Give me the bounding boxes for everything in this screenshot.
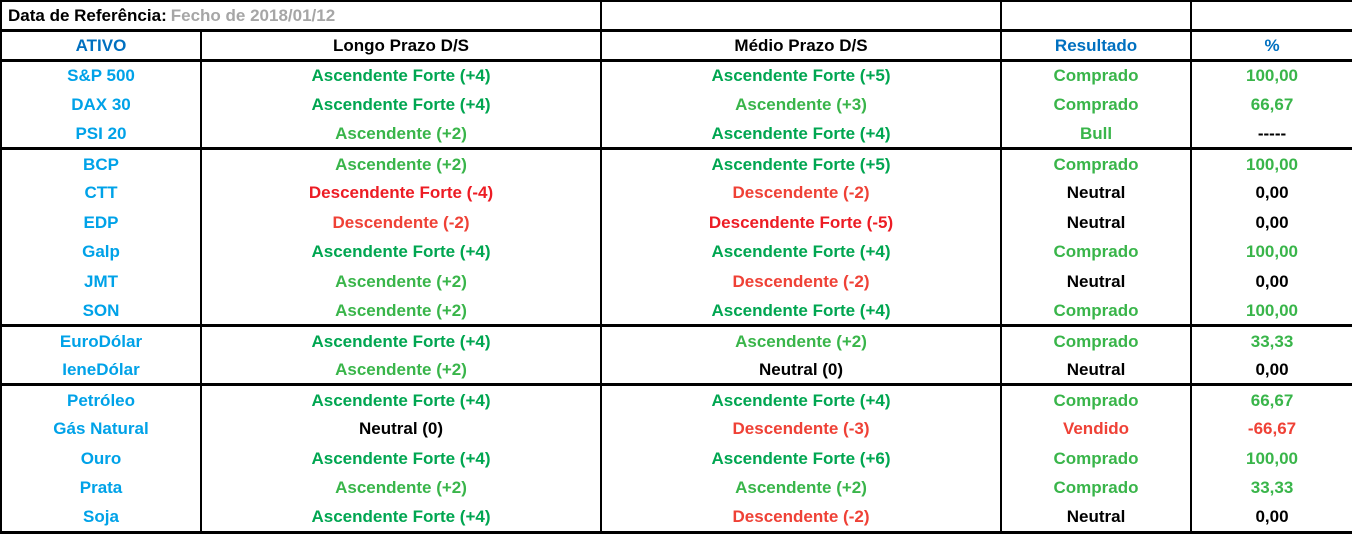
header-long-term: Longo Prazo D/S [201, 31, 601, 61]
cell-result: Vendido [1001, 414, 1191, 444]
cell-mid-term: Ascendente (+2) [601, 326, 1001, 356]
table-row [1, 237, 1352, 267]
cell-long-term: Descendente (-2) [201, 208, 601, 238]
cell-percent: ----- [1191, 119, 1352, 149]
cell-result: Bull [1001, 119, 1191, 149]
cell-asset: S&P 500 [1, 60, 201, 90]
table-header-block [1, 1, 1352, 60]
cell-mid-term: Ascendente Forte (+4) [601, 296, 1001, 326]
asset-group-indices [1, 60, 1352, 149]
cell-asset: DAX 30 [1, 90, 201, 120]
cell-mid-term: Descendente (-2) [601, 267, 1001, 297]
cell-asset: Soja [1, 503, 201, 533]
asset-group-forex [1, 326, 1352, 385]
cell-asset: Prata [1, 473, 201, 503]
cell-asset: JMT [1, 267, 201, 297]
cell-long-term: Ascendente (+2) [201, 119, 601, 149]
table-row [1, 326, 1352, 356]
cell-percent: -66,67 [1191, 414, 1352, 444]
cell-result: Comprado [1001, 149, 1191, 179]
cell-result: Neutral [1001, 267, 1191, 297]
cell-long-term: Ascendente Forte (+4) [201, 503, 601, 533]
cell-result: Comprado [1001, 444, 1191, 474]
cell-long-term: Ascendente (+2) [201, 296, 601, 326]
cell-result: Comprado [1001, 385, 1191, 415]
cell-percent: 0,00 [1191, 355, 1352, 385]
table-row [1, 355, 1352, 385]
cell-asset: PSI 20 [1, 119, 201, 149]
cell-result: Comprado [1001, 60, 1191, 90]
reference-date-cell [1, 1, 601, 31]
cell-long-term: Ascendente (+2) [201, 149, 601, 179]
cell-result: Neutral [1001, 178, 1191, 208]
cell-mid-term: Descendente (-2) [601, 503, 1001, 533]
table-row [1, 208, 1352, 238]
table-row [1, 149, 1352, 179]
cell-percent: 100,00 [1191, 296, 1352, 326]
cell-result: Neutral [1001, 355, 1191, 385]
cell-percent: 100,00 [1191, 149, 1352, 179]
cell-long-term: Descendente Forte (-4) [201, 178, 601, 208]
cell-mid-term: Descendente (-3) [601, 414, 1001, 444]
table-row [1, 90, 1352, 120]
cell-asset: BCP [1, 149, 201, 179]
cell-long-term: Ascendente Forte (+4) [201, 90, 601, 120]
asset-group-commodities [1, 385, 1352, 533]
cell-result: Neutral [1001, 208, 1191, 238]
table-row [1, 178, 1352, 208]
cell-long-term: Neutral (0) [201, 414, 601, 444]
table-row [1, 473, 1352, 503]
cell-asset: EuroDólar [1, 326, 201, 356]
cell-long-term: Ascendente Forte (+4) [201, 326, 601, 356]
cell-percent: 0,00 [1191, 178, 1352, 208]
cell-result: Comprado [1001, 473, 1191, 503]
cell-mid-term: Ascendente Forte (+6) [601, 444, 1001, 474]
cell-percent: 66,67 [1191, 90, 1352, 120]
table-row [1, 60, 1352, 90]
cell-result: Comprado [1001, 90, 1191, 120]
cell-long-term: Ascendente Forte (+4) [201, 444, 601, 474]
reference-date-row [1, 1, 1352, 31]
date-row-blank-1 [601, 1, 1001, 31]
cell-long-term: Ascendente (+2) [201, 355, 601, 385]
column-header-row [1, 31, 1352, 61]
table-row [1, 503, 1352, 533]
asset-group-stocks [1, 149, 1352, 326]
cell-percent: 0,00 [1191, 267, 1352, 297]
cell-mid-term: Descendente (-2) [601, 178, 1001, 208]
cell-percent: 0,00 [1191, 503, 1352, 533]
cell-mid-term: Neutral (0) [601, 355, 1001, 385]
cell-mid-term: Descendente Forte (-5) [601, 208, 1001, 238]
cell-result: Neutral [1001, 503, 1191, 533]
cell-asset: CTT [1, 178, 201, 208]
table-row [1, 385, 1352, 415]
reference-date-value: Fecho de 2018/01/12 [170, 6, 336, 25]
cell-percent: 0,00 [1191, 208, 1352, 238]
date-row-blank-3 [1191, 1, 1352, 31]
table-row [1, 414, 1352, 444]
cell-result: Comprado [1001, 326, 1191, 356]
cell-asset: IeneDólar [1, 355, 201, 385]
cell-long-term: Ascendente (+2) [201, 267, 601, 297]
cell-mid-term: Ascendente Forte (+4) [601, 119, 1001, 149]
cell-mid-term: Ascendente Forte (+4) [601, 385, 1001, 415]
header-percent: % [1191, 31, 1352, 61]
cell-asset: Ouro [1, 444, 201, 474]
cell-result: Comprado [1001, 237, 1191, 267]
cell-percent: 100,00 [1191, 60, 1352, 90]
cell-long-term: Ascendente (+2) [201, 473, 601, 503]
cell-percent: 33,33 [1191, 326, 1352, 356]
table-row [1, 267, 1352, 297]
cell-long-term: Ascendente Forte (+4) [201, 237, 601, 267]
header-mid-term: Médio Prazo D/S [601, 31, 1001, 61]
cell-percent: 66,67 [1191, 385, 1352, 415]
reference-date-label: Data de Referência: [8, 6, 167, 25]
cell-mid-term: Ascendente (+2) [601, 473, 1001, 503]
cell-percent: 100,00 [1191, 237, 1352, 267]
date-row-blank-2 [1001, 1, 1191, 31]
cell-asset: Gás Natural [1, 414, 201, 444]
header-asset: ATIVO [1, 31, 201, 61]
cell-long-term: Ascendente Forte (+4) [201, 385, 601, 415]
cell-percent: 100,00 [1191, 444, 1352, 474]
cell-asset: Petróleo [1, 385, 201, 415]
cell-mid-term: Ascendente (+3) [601, 90, 1001, 120]
header-result: Resultado [1001, 31, 1191, 61]
cell-mid-term: Ascendente Forte (+5) [601, 149, 1001, 179]
table-row [1, 444, 1352, 474]
cell-long-term: Ascendente Forte (+4) [201, 60, 601, 90]
cell-mid-term: Ascendente Forte (+5) [601, 60, 1001, 90]
table-row [1, 296, 1352, 326]
cell-asset: Galp [1, 237, 201, 267]
cell-asset: EDP [1, 208, 201, 238]
table-row [1, 119, 1352, 149]
cell-percent: 33,33 [1191, 473, 1352, 503]
cell-asset: SON [1, 296, 201, 326]
cell-mid-term: Ascendente Forte (+4) [601, 237, 1001, 267]
cell-result: Comprado [1001, 296, 1191, 326]
